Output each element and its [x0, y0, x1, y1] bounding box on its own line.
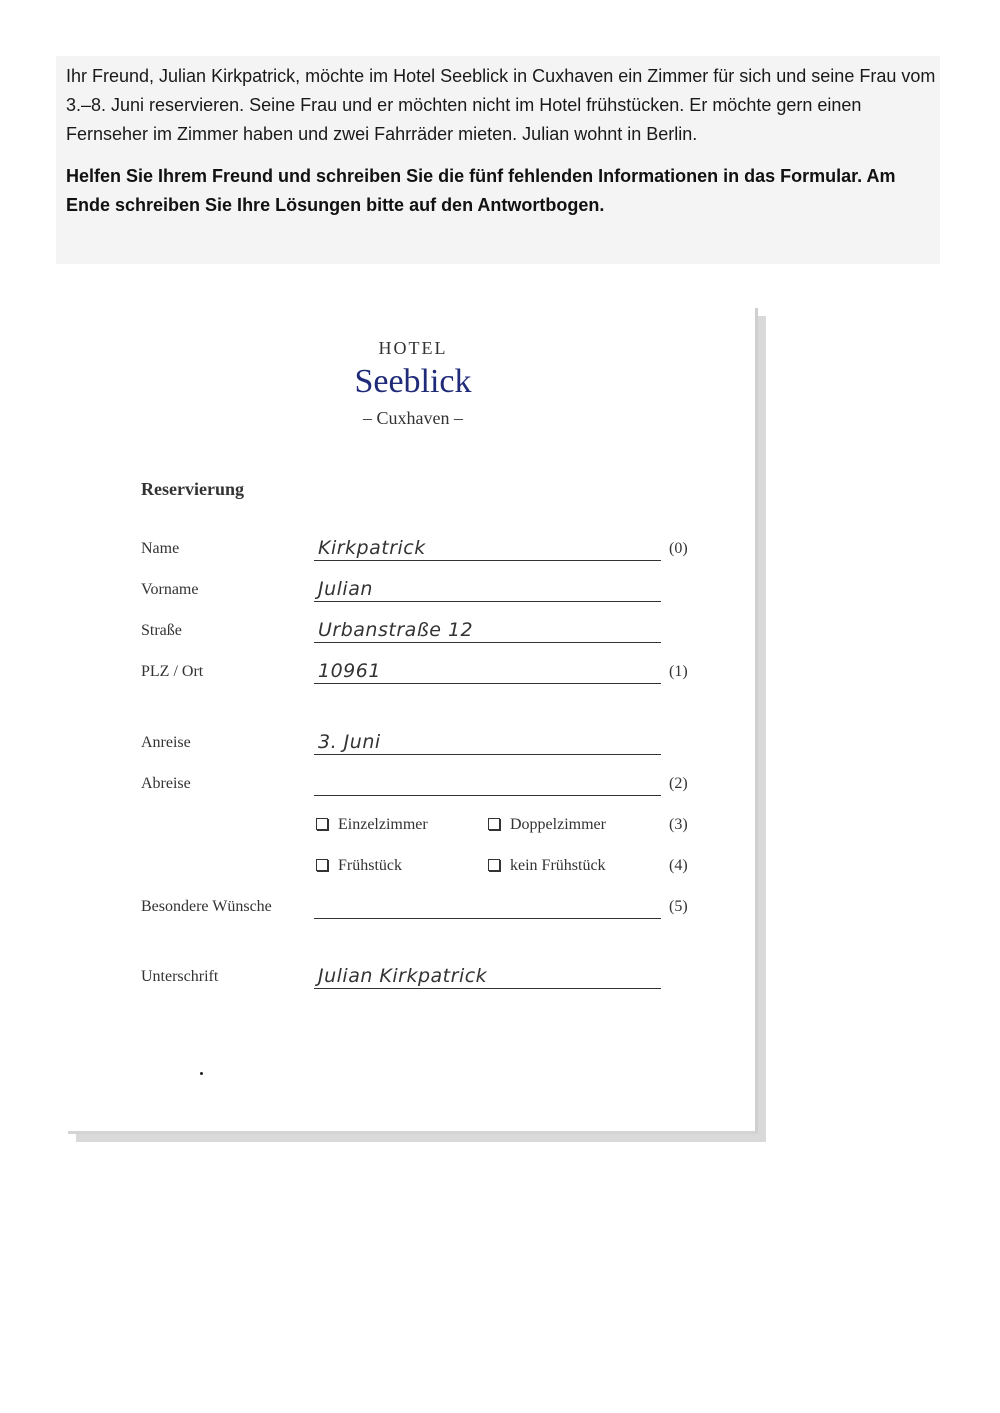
- abreise-field[interactable]: [314, 771, 661, 796]
- item-number-4: (4): [669, 857, 688, 874]
- anreise-field[interactable]: [314, 730, 661, 755]
- plz-ort-label: PLZ / Ort: [141, 663, 204, 680]
- unterschrift-row: [141, 964, 701, 990]
- unterschrift-value: Julian Kirkpatrick: [318, 965, 488, 987]
- vorname-label: Vorname: [141, 581, 199, 598]
- abreise-row: [141, 771, 701, 797]
- anreise-value: 3. Juni: [318, 731, 381, 753]
- wuensche-row: [141, 894, 701, 920]
- anreise-label: Anreise: [141, 734, 191, 751]
- reservation-form: [68, 308, 758, 1134]
- intro-paragraph: Ihr Freund, Julian Kirkpatrick, möchte im Hotel Seeblick in Cuxhaven ein Zimmer für sich und seine Frau vom 3.–8. Juni reservieren. Seine Frau und er möchten nicht im Hotel frühstücken. Er möchte gern einen Fernseher im Zimmer haben und zwei Fahrräder mieten. Julian wohnt in Berlin.: [66, 66, 936, 144]
- task-paragraph: Helfen Sie Ihrem Freund und schreiben Sie die fünf fehlenden Informationen in das Formular. Am Ende schreiben Sie Ihre Lösungen bitte auf den Antwortbogen.: [66, 166, 896, 215]
- hotel-city: – Cuxhaven –: [363, 408, 463, 428]
- speck-mark: [200, 1072, 203, 1075]
- unterschrift-label: Unterschrift: [141, 968, 219, 985]
- plz-ort-field[interactable]: [314, 659, 661, 684]
- item-number-0: (0): [669, 540, 688, 557]
- wuensche-label: Besondere Wünsche: [141, 898, 272, 915]
- doppelzimmer-option[interactable]: [488, 816, 606, 834]
- anreise-row: [141, 730, 701, 756]
- hotel-label: HOTEL: [378, 338, 448, 358]
- item-number-3: (3): [669, 816, 688, 833]
- kein-fruehstueck-checkbox[interactable]: [488, 859, 500, 871]
- wuensche-field[interactable]: [314, 894, 661, 919]
- name-label: Name: [141, 540, 180, 557]
- section-title: Reservierung: [141, 479, 244, 499]
- name-field[interactable]: [314, 536, 661, 561]
- strasse-value: Urbanstraße 12: [318, 619, 474, 641]
- hotel-name: Seeblick: [354, 363, 472, 400]
- kein-fruehstueck-option[interactable]: [488, 857, 606, 875]
- plz-ort-row: [141, 659, 701, 685]
- item-number-2: (2): [669, 775, 688, 792]
- strasse-field[interactable]: [314, 618, 661, 643]
- plz-ort-value: 10961: [318, 660, 381, 682]
- name-value: Kirkpatrick: [318, 537, 426, 559]
- vorname-row: [141, 577, 701, 603]
- doppelzimmer-label: Doppelzimmer: [510, 816, 606, 833]
- vorname-field[interactable]: [314, 577, 661, 602]
- item-number-5: (5): [669, 898, 688, 915]
- unterschrift-field[interactable]: [314, 964, 661, 989]
- fruehstueck-option[interactable]: [316, 857, 402, 875]
- kein-fruehstueck-label: kein Frühstück: [510, 857, 606, 874]
- abreise-label: Abreise: [141, 775, 191, 792]
- fruehstueck-label: Frühstück: [338, 857, 402, 874]
- doppelzimmer-checkbox[interactable]: [488, 818, 500, 830]
- strasse-label: Straße: [141, 622, 182, 639]
- einzelzimmer-option[interactable]: [316, 816, 428, 834]
- einzelzimmer-checkbox[interactable]: [316, 818, 328, 830]
- task-instructions: [56, 56, 940, 264]
- einzelzimmer-label: Einzelzimmer: [338, 816, 428, 833]
- name-row: [141, 536, 701, 562]
- strasse-row: [141, 618, 701, 644]
- fruehstueck-checkbox[interactable]: [316, 859, 328, 871]
- item-number-1: (1): [669, 663, 688, 680]
- vorname-value: Julian: [318, 578, 373, 600]
